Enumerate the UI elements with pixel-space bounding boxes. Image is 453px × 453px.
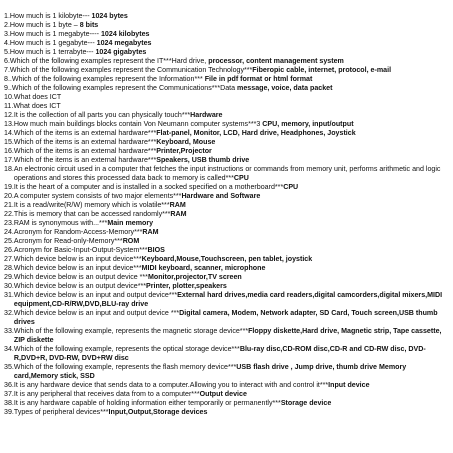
question-body: [14, 246, 450, 255]
question-item: [4, 21, 450, 30]
question-body: [14, 183, 450, 192]
question-body: [14, 345, 450, 363]
question-text: It is the heart of a computer and is installed in a socked specified on a motherboard***: [13, 183, 284, 191]
answer-text: message, voice, data packet: [237, 84, 333, 92]
question-number: 36.: [4, 381, 14, 389]
answer-text: Input device: [328, 381, 370, 389]
question-number: 10.: [4, 93, 14, 101]
question-number: 30.: [4, 282, 14, 290]
question-item: [4, 183, 450, 192]
question-number: 9.: [4, 84, 10, 92]
question-text: Which of the following example, represents the magnetic storage device***: [13, 327, 249, 335]
question-item: [4, 192, 450, 201]
question-number: 6.: [4, 57, 10, 65]
question-number: 16.: [4, 147, 14, 155]
question-item: [4, 210, 450, 219]
question-text: How much is 1 megabyte----: [9, 30, 100, 38]
question-body: [10, 57, 450, 66]
question-text: This is memory that can be accessed randomly***: [13, 210, 171, 218]
question-text: Which of the items is an external hardware***: [13, 129, 157, 137]
question-item: [4, 237, 450, 246]
question-text: An electronic circuit used in a computer that fetches the input instructions or commands from memory unit, performs arithmetic and logic operations and stores this processed data back to memory is called***: [13, 165, 441, 182]
answer-text: Fiberopic cable, internet, protocol, e-mail: [252, 66, 392, 74]
answer-text: CPU, memory, input/output: [262, 120, 354, 128]
question-item: [4, 345, 450, 363]
question-body: [14, 282, 450, 291]
question-item: [4, 30, 450, 39]
question-body: [14, 381, 450, 390]
answer-text: File in pdf format or html format: [204, 75, 313, 83]
answer-text: BIOS: [147, 246, 165, 254]
question-number: 14.: [4, 129, 14, 137]
question-text: RAM is synonymous with...***: [13, 219, 108, 227]
question-text: Acronym for Random-Access-Memory***: [13, 228, 143, 236]
question-item: [4, 264, 450, 273]
question-number: 22.: [4, 210, 14, 218]
answer-text: Keyboard, Mouse: [156, 138, 216, 146]
answer-text: CPU: [283, 183, 299, 191]
question-text: Which of the following example, represents the flash memory device***: [13, 363, 237, 371]
question-body: [10, 48, 450, 57]
question-item: [4, 138, 450, 147]
question-item: [4, 102, 450, 111]
question-text: Which device below is an input device***: [13, 264, 142, 272]
question-number: 31.: [4, 291, 14, 299]
question-item: [4, 327, 450, 345]
question-body: [14, 201, 450, 210]
question-item: [4, 48, 450, 57]
question-body: [10, 21, 450, 30]
question-text: Which of the items is an external hardware***: [13, 147, 157, 155]
question-body: [14, 255, 450, 264]
question-body: [14, 264, 450, 273]
question-item: [4, 228, 450, 237]
question-item: [4, 399, 450, 408]
answer-text: Output device: [199, 390, 247, 398]
question-text: Which of the following example, represents the optical storage device***: [13, 345, 240, 353]
question-number: 4.: [4, 39, 10, 47]
question-text: Which of the following examples represent the IT***Hard drive,: [9, 57, 209, 65]
question-body: [14, 93, 450, 102]
question-body: [14, 291, 450, 309]
question-body: [14, 147, 450, 156]
question-text: Acronym for Basic-Input-Output-System***: [13, 246, 148, 254]
question-text: Which of the items is an external hardware***: [13, 156, 157, 164]
question-text: How much main buildings blocks contain Von Neumann computer systems***3: [13, 120, 263, 128]
question-body: [14, 138, 450, 147]
answer-text: Printer,Projector: [156, 147, 212, 155]
question-item: [4, 93, 450, 102]
answer-text: External hard drives,media card readers,digital camcorders,digital mixers,MIDI equipment,CD-R/RW,DVD,BLU-ray drive: [13, 291, 443, 308]
question-body: [14, 156, 450, 165]
question-body: [14, 192, 450, 201]
question-item: [4, 363, 450, 381]
question-text: Which device below is an output device***: [13, 282, 146, 290]
question-body: [10, 12, 450, 21]
question-body: [10, 84, 450, 93]
question-body: [10, 75, 450, 84]
question-number: 12.: [4, 111, 14, 119]
question-number: 32.: [4, 309, 14, 317]
question-text: Types of peripheral devices***: [13, 408, 109, 416]
answer-text: Monitor,projector,TV screen: [147, 273, 242, 281]
question-body: [14, 273, 450, 282]
question-body: [13, 102, 450, 111]
question-text: It is the collection of all parts you can physically touch***: [13, 111, 191, 119]
question-item: [4, 408, 450, 417]
question-text: Acronym for Read-only-Memory***: [13, 237, 123, 245]
answer-text: 1024 gigabytes: [93, 48, 147, 56]
question-number: 24.: [4, 228, 14, 236]
question-item: [4, 120, 450, 129]
answer-text: Speakers, USB thumb drive: [156, 156, 250, 164]
question-text: Which device below is an input and output device***: [13, 291, 178, 299]
question-number: 11.: [4, 102, 14, 110]
question-body: [14, 111, 450, 120]
question-body: [14, 363, 450, 381]
question-body: [14, 129, 450, 138]
question-item: [4, 84, 450, 93]
quiz-document: [4, 12, 450, 417]
question-number: 26.: [4, 246, 14, 254]
question-text: Which device below is an input device***: [13, 255, 142, 263]
answer-text: Storage device: [280, 399, 332, 407]
question-number: 38.: [4, 399, 14, 407]
question-number: 17.: [4, 156, 14, 164]
question-text: Which of the following examples represent the Communication Technology***: [9, 66, 253, 74]
question-number: 21.: [4, 201, 14, 209]
question-text: How much is 1 gegabyte---: [9, 39, 95, 47]
question-item: [4, 282, 450, 291]
question-body: [14, 219, 450, 228]
answer-text: RAM: [142, 228, 159, 236]
question-number: 2.: [4, 21, 10, 29]
question-body: [14, 309, 450, 327]
question-body: [14, 165, 450, 183]
question-item: [4, 246, 450, 255]
question-text: A computer system consists of two major elements***: [13, 192, 182, 200]
question-text: How much is 1 kilobyte---: [9, 12, 90, 20]
question-body: [14, 120, 450, 129]
answer-text: Printer, plotter,speakers: [145, 282, 227, 290]
answer-text: USB flash drive , Jump drive, thumb drive Memory card,Memory stick, SSD: [13, 363, 407, 380]
question-text: It is a read/write(R/W) memory which is volatile***: [13, 201, 170, 209]
question-text: Which device below is an input and output device ***: [13, 309, 180, 317]
answer-text: Hardware: [190, 111, 223, 119]
question-item: [4, 75, 450, 84]
question-body: [14, 408, 450, 417]
question-number: 8.: [4, 75, 10, 83]
question-text: How much is 1 terrabyte---: [9, 48, 94, 56]
question-number: 20.: [4, 192, 14, 200]
question-body: [14, 237, 450, 246]
question-item: [4, 156, 450, 165]
answer-text: RAM: [170, 210, 187, 218]
question-text: What does ICT: [13, 93, 62, 101]
question-item: [4, 219, 450, 228]
answer-text: RAM: [169, 201, 186, 209]
question-item: [4, 255, 450, 264]
question-text: Which device below is an output device ***: [13, 273, 148, 281]
answer-text: 1024 bytes: [89, 12, 128, 20]
question-item: [4, 57, 450, 66]
answer-text: 1024 kilobytes: [99, 30, 150, 38]
question-number: 1.: [4, 12, 10, 20]
answer-text: MIDI keyboard, scanner, microphone: [141, 264, 266, 272]
question-item: [4, 12, 450, 21]
question-item: [4, 147, 450, 156]
question-item: [4, 129, 450, 138]
answer-text: Digital camera, Modem, Network adapter, SD Card, Touch screen,USB thumb drives: [13, 309, 438, 326]
question-item: [4, 381, 450, 390]
question-text: It is any peripheral that receives data from to a computer***: [13, 390, 200, 398]
question-body: [10, 30, 450, 39]
question-number: 18.: [4, 165, 14, 173]
question-number: 39.: [4, 408, 14, 416]
question-text: .Which of the following examples represent the Information***: [9, 75, 205, 83]
question-number: 25.: [4, 237, 14, 245]
question-number: 28.: [4, 264, 14, 272]
question-number: 15.: [4, 138, 14, 146]
answer-text: processor, content management system: [208, 57, 344, 65]
question-number: 19.: [4, 183, 14, 191]
question-number: 33.: [4, 327, 14, 335]
question-body: [10, 39, 450, 48]
question-item: [4, 273, 450, 282]
question-number: 3.: [4, 30, 10, 38]
question-item: [4, 165, 450, 183]
question-body: [14, 399, 450, 408]
question-item: [4, 111, 450, 120]
question-number: 7.: [4, 66, 10, 74]
question-item: [4, 390, 450, 399]
answer-text: Floppy diskette,Hard drive, Magnetic strip, Tape cassette, ZIP diskette: [13, 327, 442, 344]
question-number: 34.: [4, 345, 14, 353]
question-text: How much is 1 byte –: [9, 21, 80, 29]
question-text: What does ICT: [13, 102, 61, 110]
answer-text: Input,Output,Storage devices: [108, 408, 208, 416]
question-body: [14, 390, 450, 399]
answer-text: Blu-ray disc,CD-ROM disc,CD-R and CD-RW disc, DVD-R,DVD+R, DVD-RW, DVD+RW disc: [13, 345, 426, 362]
question-text: Which of the items is an external hardware***: [13, 138, 157, 146]
answer-text: 1024 megabytes: [94, 39, 152, 47]
answer-text: Keyboard,Mouse,Touchscreen, pen tablet, joystick: [141, 255, 313, 263]
question-item: [4, 309, 450, 327]
answer-text: Hardware and Software: [181, 192, 261, 200]
question-item: [4, 291, 450, 309]
answer-text: Flat-panel, Monitor, LCD, Hard drive, Headphones, Joystick: [156, 129, 356, 137]
question-text: .Which of the following examples represent the Communications***Data: [9, 84, 238, 92]
question-body: [14, 228, 450, 237]
question-number: 35.: [4, 363, 14, 371]
question-number: 5.: [4, 48, 10, 56]
question-number: 27.: [4, 255, 14, 263]
question-item: [4, 66, 450, 75]
question-item: [4, 39, 450, 48]
question-body: [10, 66, 450, 75]
question-number: 37.: [4, 390, 14, 398]
answer-text: Main memory: [107, 219, 154, 227]
question-body: [14, 327, 450, 345]
question-number: 29.: [4, 273, 14, 281]
answer-text: 8 bits: [79, 21, 99, 29]
question-number: 23.: [4, 219, 14, 227]
question-body: [14, 210, 450, 219]
question-text: It is any hardware capable of holding information either temporarily or permanently***: [13, 399, 281, 407]
question-number: 13.: [4, 120, 14, 128]
question-text: It is any hardware device that sends data to a computer.Allowing you to interact with and control it***: [13, 381, 329, 389]
answer-text: ROM: [122, 237, 140, 245]
answer-text: CPU: [233, 174, 249, 182]
question-item: [4, 201, 450, 210]
